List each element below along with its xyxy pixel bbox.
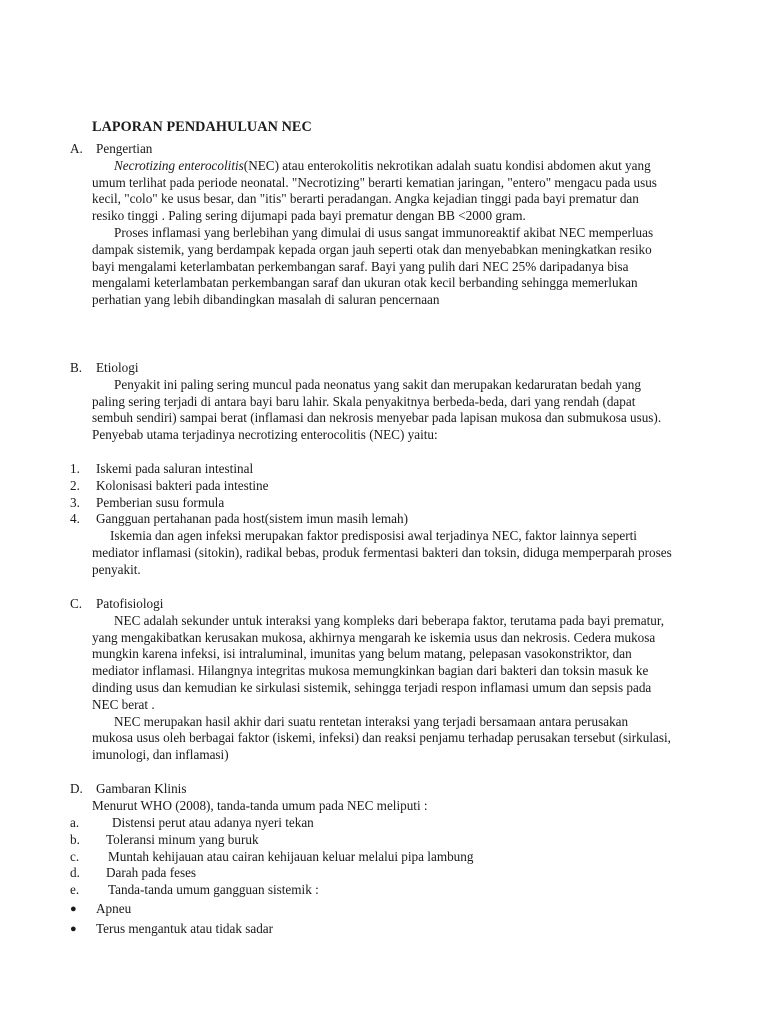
list-item — [70, 865, 670, 882]
section-title: Gambaran Klinis — [96, 781, 187, 796]
bullet-mark: ● — [70, 902, 77, 915]
section-gambaran-klinis — [70, 781, 690, 815]
list-text: Gangguan pertahanan pada host(sistem imun masih lemah) — [96, 511, 409, 527]
section-letter: C. — [70, 596, 83, 611]
section-title: Pengertian — [96, 141, 153, 156]
clinical-sign-list — [70, 815, 670, 939]
section-heading — [70, 781, 690, 798]
bullet-mark: ● — [70, 922, 77, 935]
list-item — [70, 882, 670, 899]
section-letter: D. — [70, 781, 83, 796]
list-number: 2. — [70, 477, 80, 493]
list-item — [70, 478, 670, 495]
list-number: c. — [70, 848, 80, 864]
paragraph: NEC merupakan hasil akhir dari suatu rentetan interaksi yang terjadi bersamaan antara perusakan mukosa usus oleh berbagai faktor (iskemi, infeksi) dan reaksi penjamu terhadap perusakan tersebut (sirkulasi, imunologi, dan inflamasi) — [92, 713, 671, 763]
etiologi-followup — [70, 528, 690, 578]
cause-list — [70, 461, 670, 528]
section-heading — [70, 141, 690, 158]
paragraph: Proses inflamasi yang berlebihan yang dimulai di usus sangat immunoreaktif akibat NEC memperluas dampak sistemik, yang berdampak kepada organ jauh seperti otak dan menyebabkan meningkatkan resiko bayi mengalami keterlambatan perkembangan saraf. Bayi yang pulih dari NEC 25% daripadanya bisa mengalami keterlambatan perkembangan saraf dan ukuran otak kecil berbanding sehingga memerlukan perhatian yang lebih dibandingkan masalah di saluran pencernaan — [92, 224, 654, 308]
list-item — [70, 511, 670, 528]
list-item — [70, 832, 670, 849]
list-item — [70, 815, 670, 832]
italic-term: Necrotizing enterocolitis — [114, 157, 244, 173]
section-etiologi — [70, 360, 690, 444]
list-text: Pemberian susu formula — [96, 494, 225, 510]
bullet-item — [70, 919, 670, 939]
section-letter: B. — [70, 360, 83, 375]
section-title: Patofisiologi — [96, 596, 164, 611]
section-heading — [70, 596, 690, 613]
paragraph: Iskemia dan agen infeksi merupakan faktor predisposisi awal terjadinya NEC, faktor lainnya seperti mediator inflamasi (sitokin), radikal bebas, produk fermentasi bakteri dan toksin, diduga memperparah proses penyakit. — [92, 528, 672, 577]
list-text: Terus mengantuk atau tidak sadar — [96, 920, 274, 936]
paragraph-text: (NEC) atau enterokolitis nekrotikan adalah suatu kondisi abdomen akut yang umum terlihat pada periode neonatal. "Necrotizing" berarti kematian jaringan, "entero" mengacu pada usus kecil, "colo" ke usus besar, dan "itis" berarti peradangan. Angka kejadian tinggi pada bayi prematur dan resiko tinggi . Paling sering dijumapi pada bayi prematur dengan BB <2000 gram. — [92, 157, 657, 224]
list-item — [70, 849, 670, 866]
section-title: Etiologi — [96, 360, 139, 375]
list-text: Muntah kehijauan atau cairan kehijauan keluar melalui pipa lambung — [108, 848, 474, 864]
list-item — [70, 495, 670, 512]
list-number: 3. — [70, 494, 80, 510]
list-text: Apneu — [96, 900, 132, 916]
list-number: 4. — [70, 511, 80, 527]
document-title: LAPORAN PENDAHULUAN NEC — [92, 119, 312, 135]
list-number: d. — [70, 865, 80, 881]
section-letter: A. — [70, 141, 83, 156]
list-number: a. — [70, 815, 80, 830]
list-text: Toleransi minum yang buruk — [106, 831, 259, 847]
section-pengertian — [70, 141, 690, 309]
list-text: Iskemi pada saluran intestinal — [96, 461, 254, 476]
list-text: Distensi perut atau adanya nyeri tekan — [112, 815, 314, 830]
list-number: b. — [70, 831, 80, 847]
list-text: Tanda-tanda umum gangguan sistemik : — [108, 882, 319, 898]
paragraph: Penyakit ini paling sering muncul pada neonatus yang sakit dan merupakan kedaruratan bedah yang paling sering terjadi di antara bayi baru lahir. Skala penyakitnya berbeda-beda, dari yang rendah (dapat sembuh sendiri) sampai berat (inflamasi dan nekrosis menyebar pada lapisan mukosa dan submukosa usus). Penyebab utama terjadinya necrotizing enterocolitis (NEC) yaitu: — [92, 376, 662, 443]
list-text: Darah pada feses — [106, 865, 197, 881]
section-patofisiologi — [70, 596, 690, 764]
section-heading — [70, 360, 690, 377]
list-number: e. — [70, 882, 80, 898]
paragraph: NEC adalah sekunder untuk interaksi yang kompleks dari beberapa faktor, terutama pada bayi prematur, yang mengakibatkan kerusakan mukosa, akhirnya mengarah ke iskemia usus dan nekrosis. Cedera mukosa mungkin karena infeksi, isi intraluminal, imunitas yang belum matang, pelepasan vasokonstriktor, dan mediator inflamasi. Hilangnya integritas mukosa memungkinkan bagian dari bakteri dan toksin masuk ke dinding usus dan kemudian ke sirkulasi sistemik, sehingga terjadi respon inflamasi umum dan sepsis pada NEC berat . — [92, 612, 665, 712]
paragraph — [92, 158, 672, 225]
bullet-item — [70, 899, 670, 919]
paragraph: Menurut WHO (2008), tanda-tanda umum pada NEC meliputi : — [92, 797, 428, 813]
list-number: 1. — [70, 461, 80, 476]
list-item — [70, 461, 670, 478]
list-text: Kolonisasi bakteri pada intestine — [96, 477, 269, 493]
